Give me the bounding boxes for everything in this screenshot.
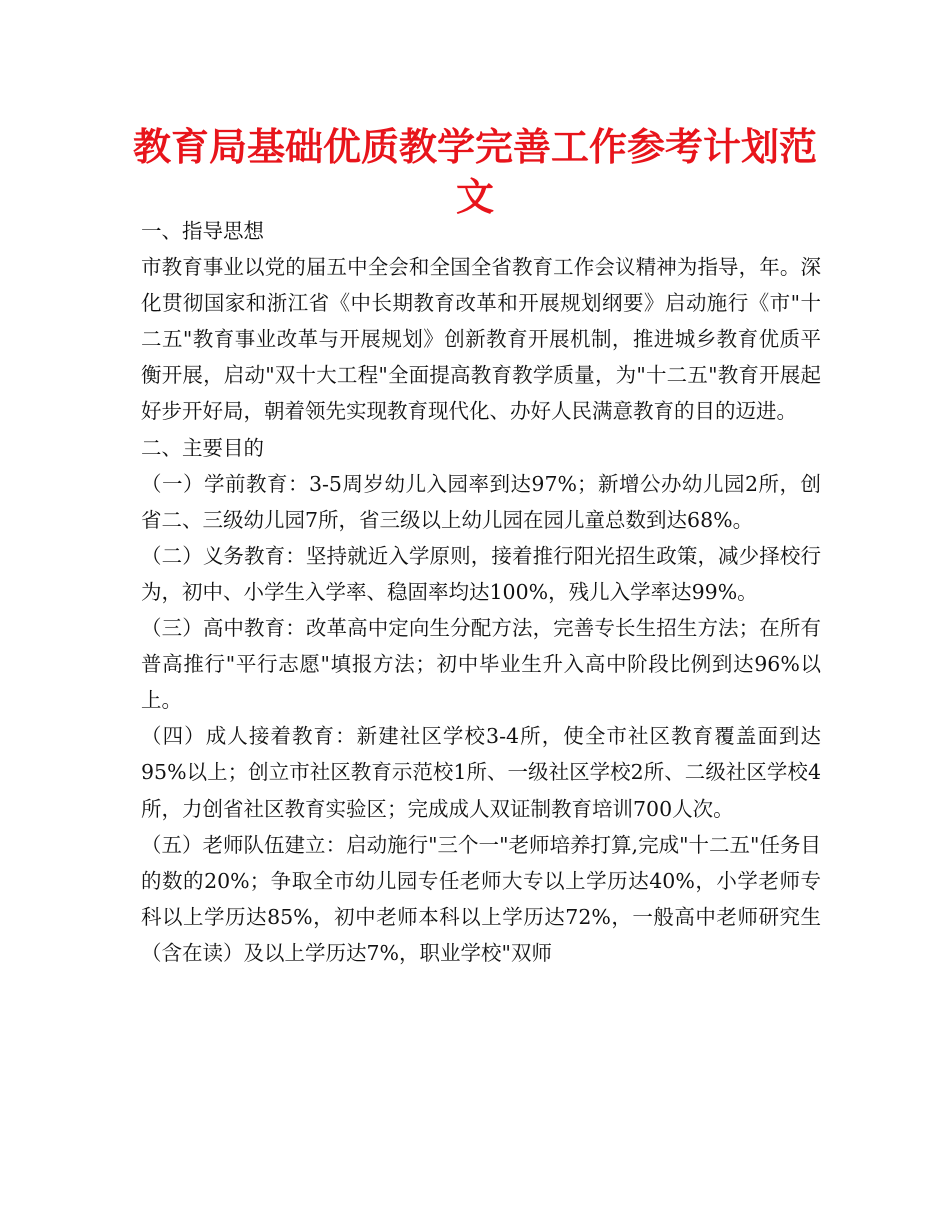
paragraph-adult-education: （四）成人接着教育：新建社区学校3-4所，使全市社区教育覆盖面到达95%以上；创立市社区教育示范校1所、一级社区学校2所、二级社区学校4所，力创省社区教育实验区；完成成人双证制教育培训700人次。 bbox=[141, 724, 821, 821]
section-heading-guiding-ideology: 一、指导思想 bbox=[141, 219, 264, 243]
paragraph-preschool-education: （一）学前教育：3-5周岁幼儿入园率到达97%；新增公办幼儿园2所，创省二、三级幼儿园7所，省三级以上幼儿园在园儿童总数到达68%。 bbox=[141, 471, 821, 532]
paragraph-teacher-team: （五）老师队伍建立：启动施行"三个一"老师培养打算,完成"十二五"任务目的数的20%；争取全市幼儿园专任老师大专以上学历达40%，小学老师专科以上学历达85%，初中老师本科以上学历达72%，一般高中老师研究生（含在读）及以上学历达7%，职业学校"双师 bbox=[141, 832, 821, 965]
paragraph-high-school-education: （三）高中教育：改革高中定向生分配方法，完善专长生招生方法；在所有普高推行"平行志愿"填报方法；初中毕业生升入高中阶段比例到达96%以上。 bbox=[141, 616, 821, 713]
document-body bbox=[141, 213, 821, 971]
section-heading-main-goals: 二、主要目的 bbox=[141, 435, 264, 460]
document-title: 教育局基础优质教学完善工作参考计划范文 bbox=[132, 125, 817, 219]
paragraph-guiding-ideology: 市教育事业以党的届五中全会和全国全省教育工作会议精神为指导，年。深化贯彻国家和浙江省《中长期教育改革和开展规划纲要》启动施行《市"十二五"教育事业改革与开展规划》创新教育开展机制，推进城乡教育优质平衡开展，启动"双十大工程"全面提高教育教学质量，为"十二五"教育开展起好步开好局，朝着领先实现教育现代化、办好人民满意教育的目的迈进。 bbox=[141, 255, 821, 424]
paragraph-compulsory-education: （二）义务教育：坚持就近入学原则，接着推行阳光招生政策，减少择校行为，初中、小学生入学率、稳固率均达100%，残儿入学率达99%。 bbox=[141, 543, 821, 604]
